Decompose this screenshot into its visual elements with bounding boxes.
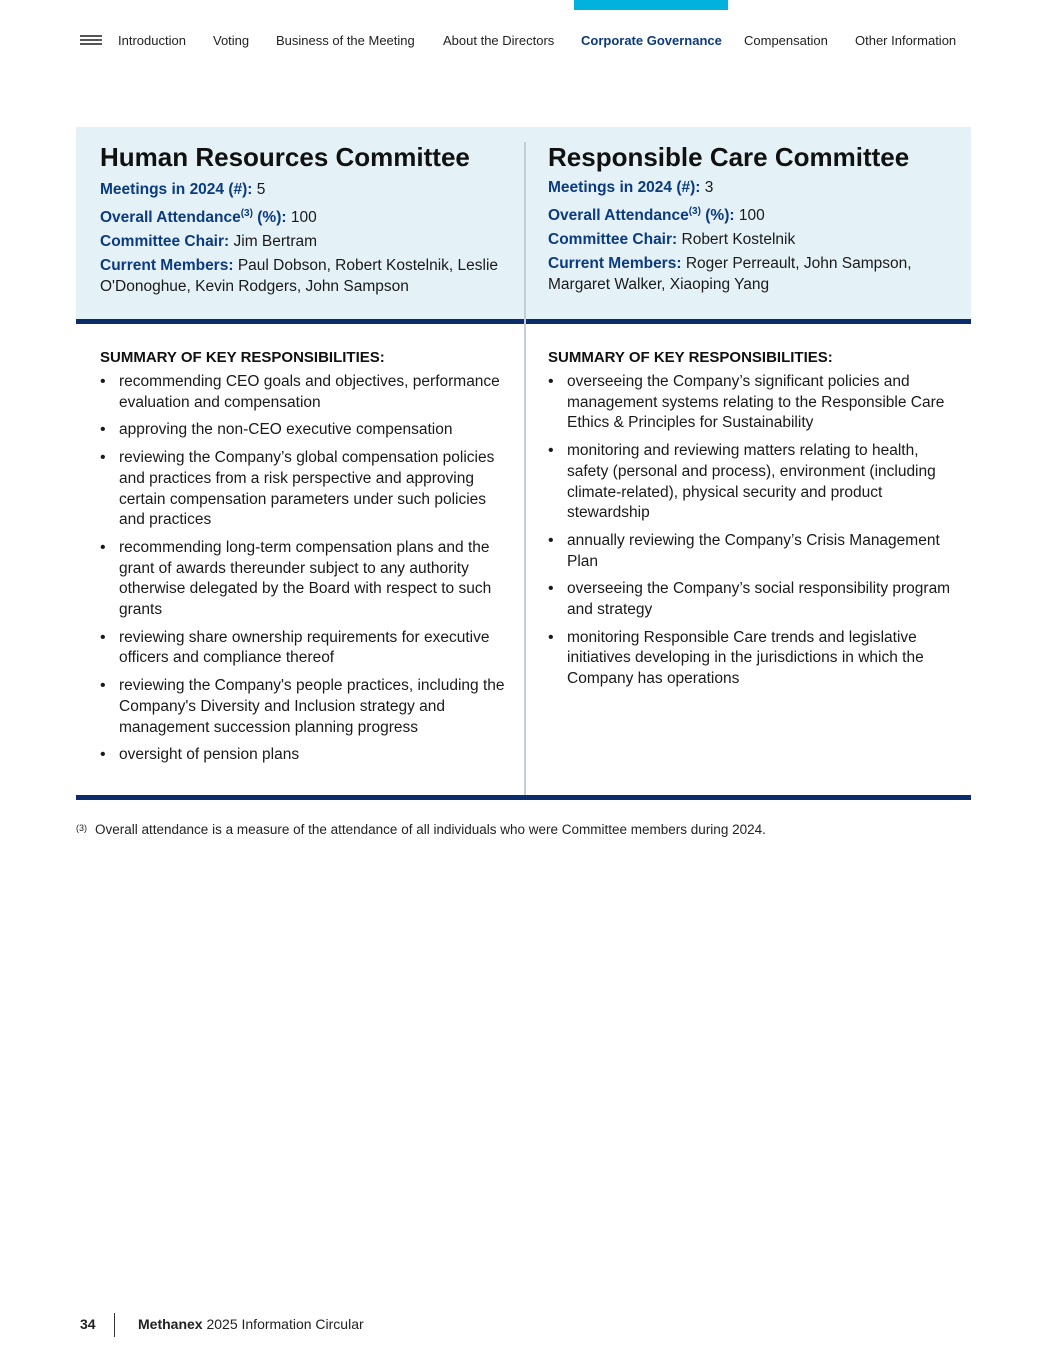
list-item: • recommending CEO goals and objectives, performance evaluation and compensation xyxy=(100,372,510,413)
hr-responsibility-list xyxy=(100,372,510,766)
rc-committee-header xyxy=(548,142,953,295)
nav-item-business-of-the-meeting[interactable]: Business of the Meeting xyxy=(276,33,415,48)
nav-item-introduction[interactable]: Introduction xyxy=(118,33,186,48)
hamburger-icon[interactable] xyxy=(80,35,102,49)
footnote-marker: (3) xyxy=(76,822,87,833)
list-item: • overseeing the Company’s significant policies and management systems relating to the Responsible Care Ethics & Principles for Sustainability xyxy=(548,372,958,434)
list-item: • approving the non-CEO executive compensation xyxy=(100,420,510,441)
list-item: • reviewing the Company’s global compensation policies and practices from a risk perspective and approving certain compensation parameters under such policies and practices xyxy=(100,448,510,531)
footnote xyxy=(76,822,966,837)
list-item: • annually reviewing the Company’s Crisis Management Plan xyxy=(548,531,958,572)
rc-committee-title: Responsible Care Committee xyxy=(548,142,910,172)
top-navigation xyxy=(80,30,968,54)
list-item: • reviewing the Company's people practices, including the Company's Diversity and Inclusion strategy and management succession planning progress xyxy=(100,676,510,738)
nav-item-about-the-directors[interactable]: About the Directors xyxy=(443,33,555,48)
nav-item-compensation[interactable]: Compensation xyxy=(744,33,828,48)
document-title: Methanex 2025 Information Circular xyxy=(138,1316,364,1332)
rc-summary-heading: SUMMARY OF KEY RESPONSIBILITIES: xyxy=(548,349,833,366)
hr-meetings: Meetings in 2024 (#): 5 xyxy=(100,181,266,198)
rc-members: Current Members: Roger Perreault, John Sampson, Margaret Walker, Xiaoping Yang xyxy=(548,255,912,293)
hr-committee-title: Human Resources Committee xyxy=(100,142,470,172)
rc-attendance: Overall Attendance$^{(3)}$ (%): 100 xyxy=(548,206,765,225)
hr-summary-heading: SUMMARY OF KEY RESPONSIBILITIES: xyxy=(100,349,385,366)
rc-meetings: Meetings in 2024 (#): 3 xyxy=(548,179,714,196)
hr-chair: Committee Chair: Jim Bertram xyxy=(100,233,318,251)
list-item: • reviewing share ownership requirements for executive officers and compliance thereof xyxy=(100,628,510,669)
page-number: 34 xyxy=(80,1316,96,1332)
nav-item-voting[interactable]: Voting xyxy=(213,33,250,48)
list-item: • monitoring Responsible Care trends and legislative initiatives developing in the jurisdictions in which the Company has operations xyxy=(548,628,958,690)
rc-responsibilities xyxy=(548,349,958,697)
section-accent-bar xyxy=(574,0,728,10)
rc-responsibility-list xyxy=(548,372,958,690)
hr-responsibilities xyxy=(100,349,510,773)
column-divider xyxy=(524,142,526,795)
hr-committee-header xyxy=(100,142,505,297)
footnote-text: Overall attendance is a measure of the attendance of all individuals who were Committee members during 2024. xyxy=(95,821,766,837)
hr-attendance: Overall Attendance$^{(3)}$ (%): 100 xyxy=(100,208,317,227)
nav-item-corporate-governance[interactable]: Corporate Governance xyxy=(581,33,722,48)
nav-item-other-information[interactable]: Other Information xyxy=(855,33,957,48)
list-item: • oversight of pension plans xyxy=(100,745,510,766)
list-item: • monitoring and reviewing matters relating to health, safety (personal and process), environment (including climate-related), physical security and product stewardship xyxy=(548,441,958,524)
footer-divider xyxy=(114,1313,115,1337)
committee-panel xyxy=(76,127,971,799)
panel-bottom-rule xyxy=(76,795,971,800)
rc-chair: Committee Chair: Robert Kostelnik xyxy=(548,231,796,249)
hr-members: Current Members: Paul Dobson, Robert Kostelnik, Leslie O'Donoghue, Kevin Rodgers, John Sampson xyxy=(100,257,499,295)
list-item: • overseeing the Company’s social responsibility program and strategy xyxy=(548,579,958,620)
list-item: • recommending long-term compensation plans and the grant of awards thereunder subject to any authority otherwise delegated by the Board with respect to such grants xyxy=(100,538,510,621)
